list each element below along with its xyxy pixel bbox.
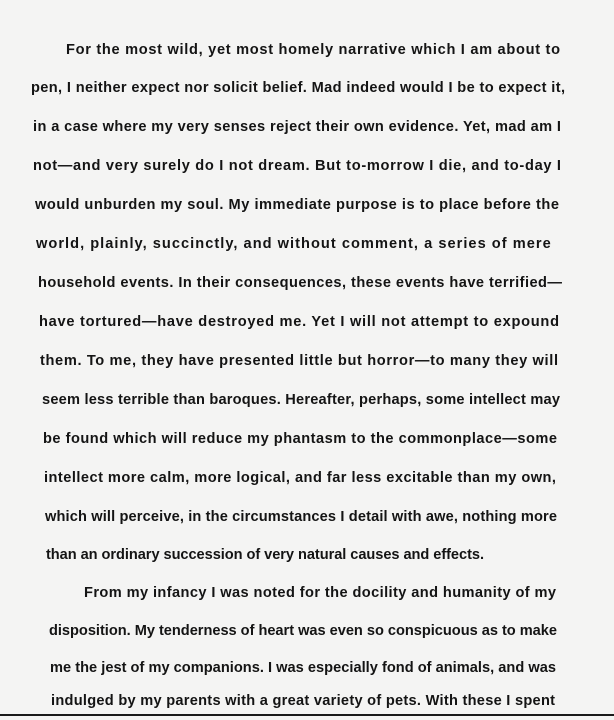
text-line: disposition. My tenderness of heart was even so conspicuous as to make xyxy=(49,623,557,639)
text-line: pen, I neither expect nor solicit belief. Mad indeed would I be to expect it, xyxy=(31,80,566,96)
text-line: For the most wild, yet most homely narrative which I am about to xyxy=(66,42,561,58)
text-line: be found which will reduce my phantasm to the commonplace—some xyxy=(43,431,558,447)
text-line: From my infancy I was noted for the docility and humanity of my xyxy=(84,585,557,601)
text-line: than an ordinary succession of very natural causes and effects. xyxy=(46,547,484,563)
text-line: not—and very surely do I not dream. But to-morrow I die, and to-day I xyxy=(33,158,562,174)
text-line: which will perceive, in the circumstances I detail with awe, nothing more xyxy=(45,509,558,525)
text-line: world, plainly, succinctly, and without comment, a series of mere xyxy=(36,236,552,252)
text-line: intellect more calm, more logical, and far less excitable than my own, xyxy=(44,470,557,486)
text-line: in a case where my very senses reject their own evidence. Yet, mad am I xyxy=(33,119,562,135)
text-line: household events. In their consequences, these events have terrified— xyxy=(38,275,563,291)
text-line: indulged by my parents with a great variety of pets. With these I spent xyxy=(51,693,556,709)
page-bottom-rule xyxy=(0,714,614,716)
text-line: would unburden my soul. My immediate purpose is to place before the xyxy=(35,197,560,213)
text-line: have tortured—have destroyed me. Yet I will not attempt to expound xyxy=(39,314,560,330)
text-line: seem less terrible than baroques. Hereafter, perhaps, some intellect may xyxy=(42,392,561,408)
text-line: me the jest of my companions. I was especially fond of animals, and was xyxy=(50,660,557,676)
text-line: them. To me, they have presented little but horror—to many they will xyxy=(40,353,559,369)
